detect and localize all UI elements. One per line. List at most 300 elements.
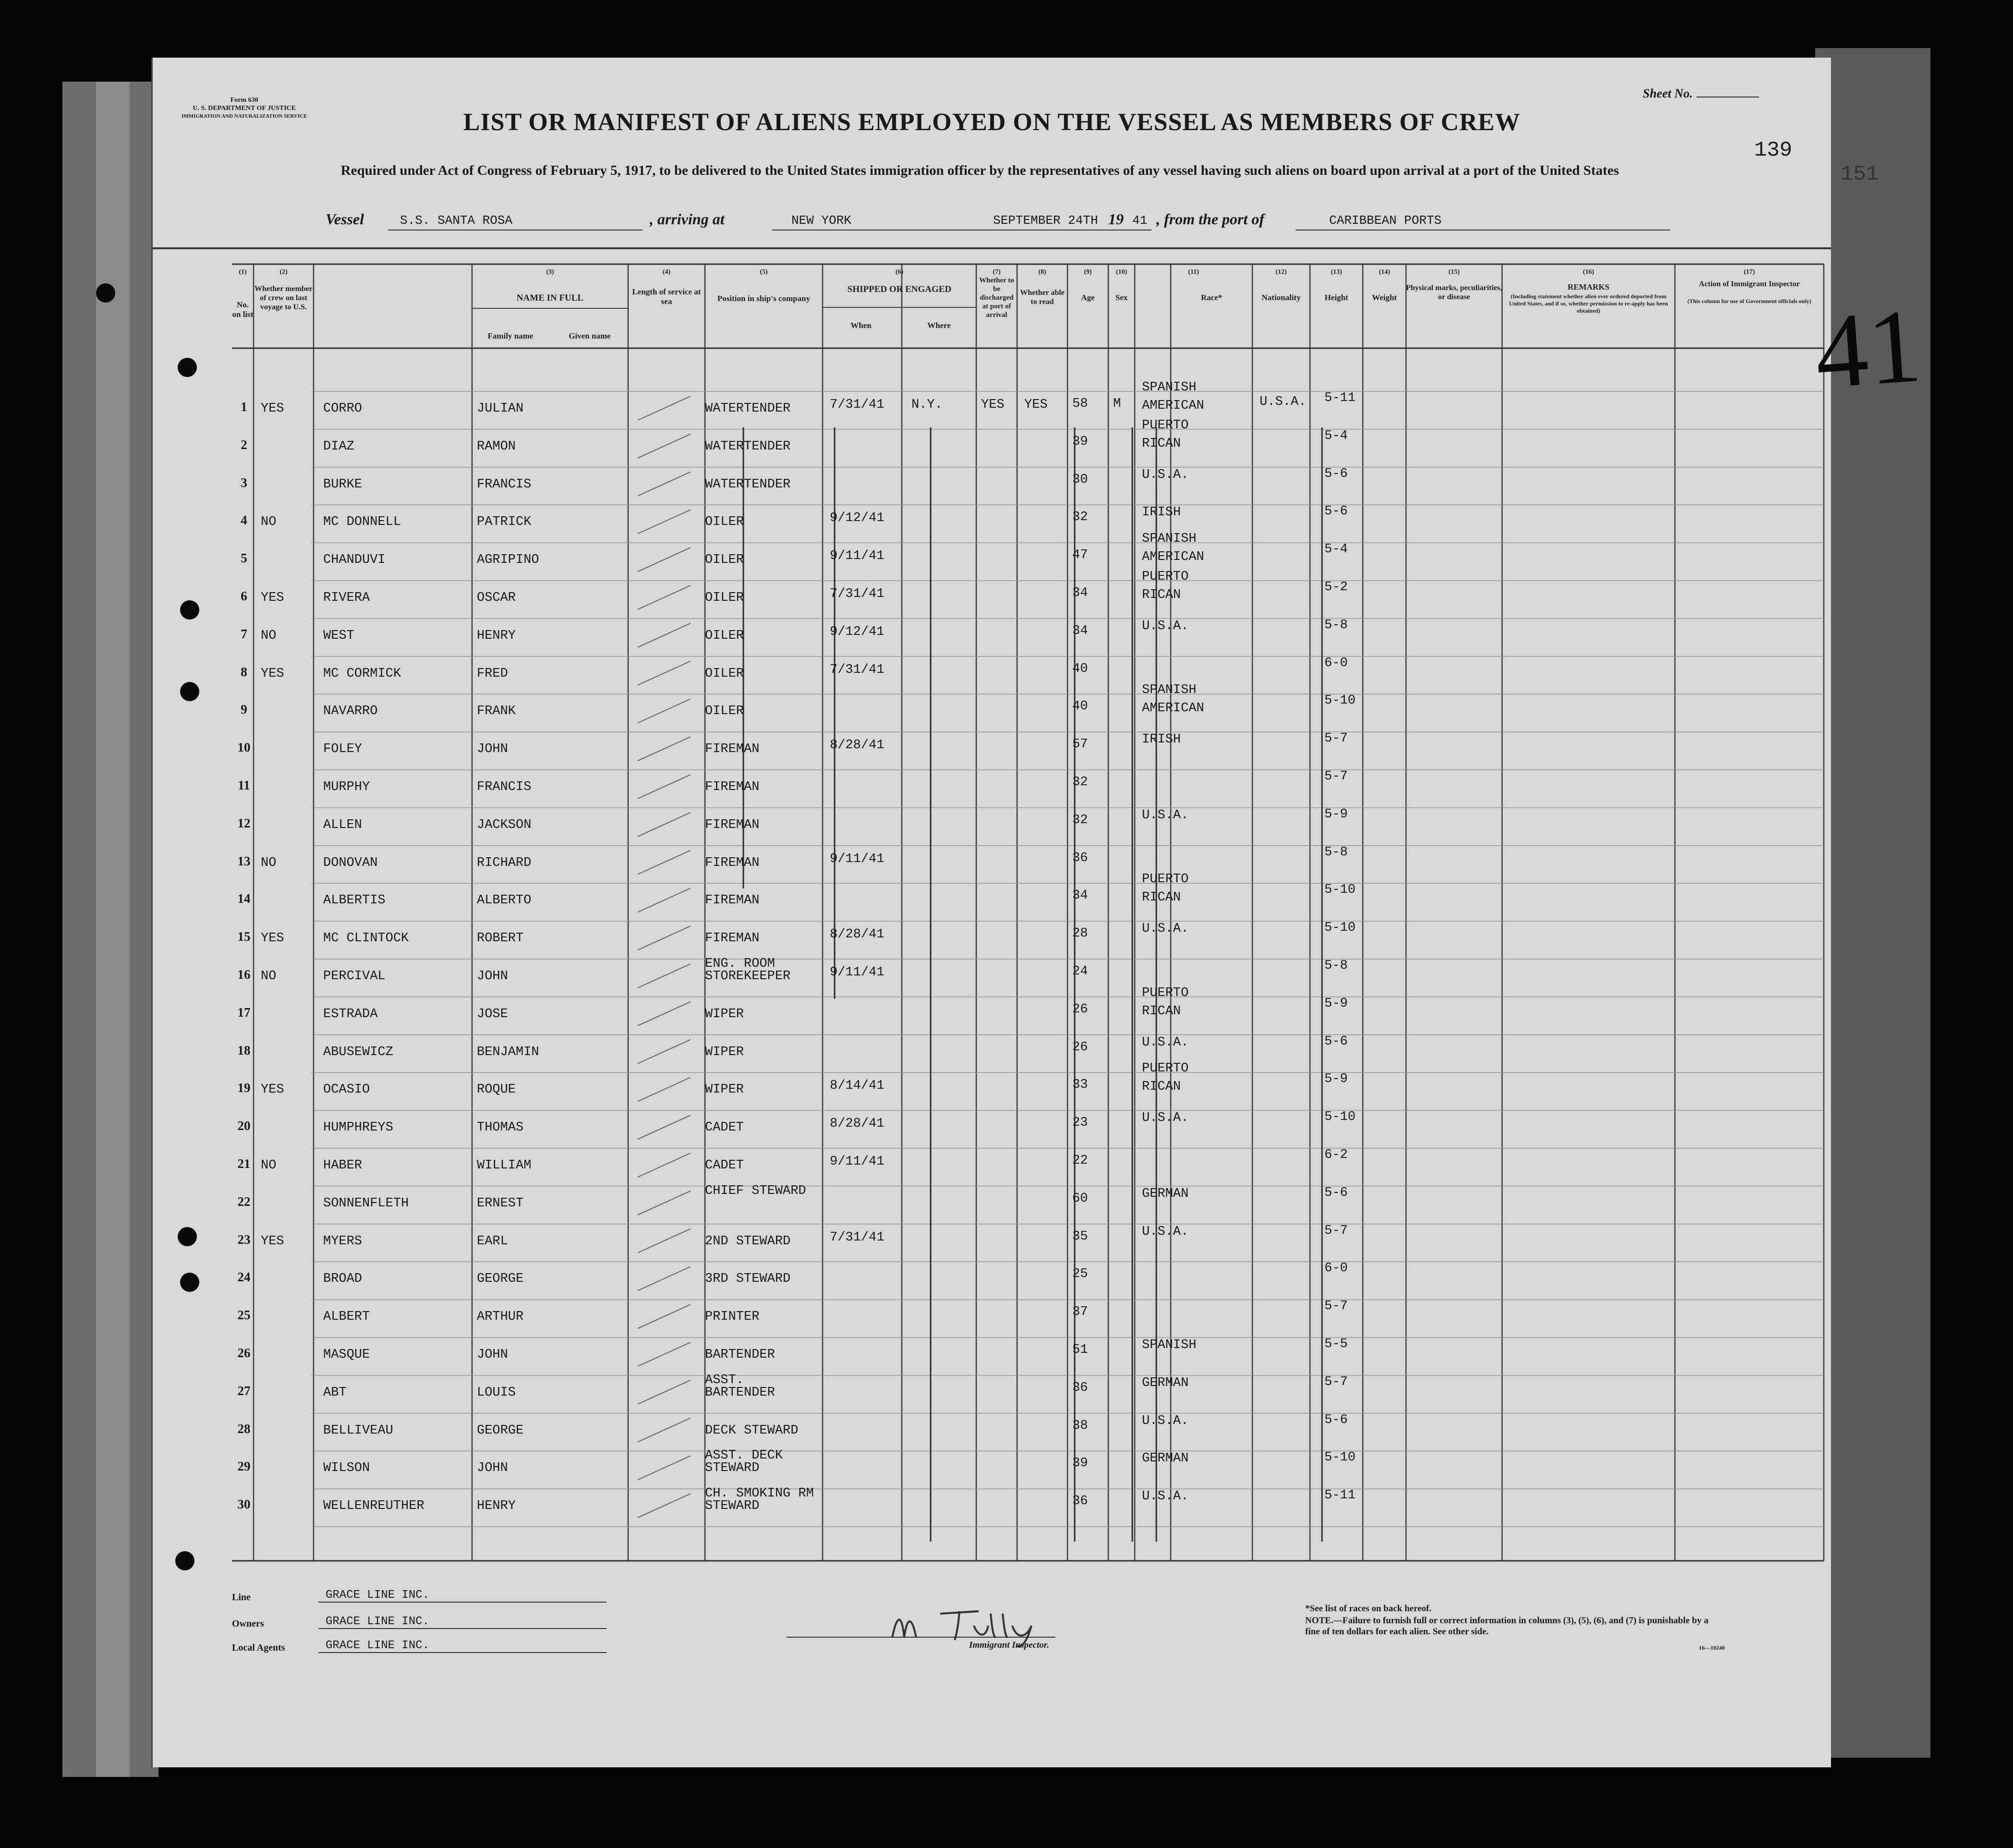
age-cell: 32 bbox=[1072, 813, 1088, 827]
height-cell: 5-7 bbox=[1324, 769, 1348, 784]
position-cell: CHIEF STEWARD bbox=[705, 1183, 806, 1198]
height-cell: 5-6 bbox=[1324, 1034, 1348, 1049]
given-name-cell: LOUIS bbox=[477, 1385, 516, 1400]
service-dash-mark bbox=[638, 1342, 691, 1366]
age-cell: 40 bbox=[1072, 699, 1088, 714]
vessel-label: Vessel bbox=[326, 210, 364, 228]
alt-page-number: 151 bbox=[1841, 162, 1879, 186]
column-header-c6b: Where bbox=[927, 321, 951, 330]
race-cell: U.S.A. bbox=[1142, 467, 1189, 482]
previous-voyage-cell: YES bbox=[261, 1082, 284, 1097]
height-cell: 5-5 bbox=[1324, 1337, 1348, 1351]
age-cell: 32 bbox=[1072, 775, 1088, 790]
service-dash-mark bbox=[638, 1002, 691, 1026]
given-name-cell: FRANCIS bbox=[477, 780, 532, 794]
column-header-c7-num: (7) bbox=[993, 268, 1001, 276]
race-cell: PUERTO RICAN bbox=[1142, 570, 1189, 602]
position-cell: DECK STEWARD bbox=[705, 1423, 799, 1438]
race-cell: U.S.A. bbox=[1142, 619, 1189, 633]
position-cell: FIREMAN bbox=[705, 742, 760, 757]
age-cell: 30 bbox=[1072, 472, 1088, 487]
given-name-cell: JOHN bbox=[477, 1461, 508, 1476]
shipped-when-cell: 7/31/41 bbox=[830, 662, 885, 677]
service-dash-mark bbox=[638, 661, 691, 685]
position-cell: ASST. BARTENDER bbox=[705, 1373, 775, 1400]
shipped-when-cell: 8/28/41 bbox=[830, 1117, 885, 1131]
punch-hole bbox=[180, 1273, 199, 1292]
given-name-cell: JOSE bbox=[477, 1007, 508, 1021]
margin-mark: 41 bbox=[1811, 286, 1925, 411]
position-cell: ASST. DECK STEWARD bbox=[705, 1448, 783, 1476]
family-name-cell: MURPHY bbox=[323, 780, 370, 794]
race-cell: SPANISH AMERICAN bbox=[1142, 532, 1204, 565]
service-dash-mark bbox=[638, 1494, 691, 1518]
race-cell: IRISH bbox=[1142, 732, 1181, 747]
age-cell: 51 bbox=[1072, 1343, 1088, 1357]
age-cell: 25 bbox=[1072, 1267, 1088, 1282]
previous-voyage-cell: YES bbox=[261, 401, 284, 416]
family-name-cell: BELLIVEAU bbox=[323, 1423, 393, 1438]
family-name-cell: BROAD bbox=[323, 1272, 363, 1287]
age-cell: 32 bbox=[1072, 510, 1088, 525]
row-number: 15 bbox=[237, 929, 251, 944]
family-name-cell: ALBERTIS bbox=[323, 893, 386, 908]
given-name-cell: PATRICK bbox=[477, 515, 532, 530]
column-header-c14: Weight bbox=[1372, 293, 1397, 302]
shipped-when-cell: 7/31/41 bbox=[830, 398, 885, 412]
age-cell: 58 bbox=[1072, 397, 1088, 411]
family-name-cell: FOLEY bbox=[323, 742, 363, 757]
print-code: 16—10240 bbox=[1699, 1644, 1725, 1651]
position-cell: OILER bbox=[705, 704, 744, 719]
given-name-cell: ROBERT bbox=[477, 931, 524, 946]
family-name-cell: MC CORMICK bbox=[323, 666, 401, 681]
position-cell: 2ND STEWARD bbox=[705, 1234, 791, 1249]
column-header-c16: REMARKS bbox=[1567, 282, 1610, 292]
race-cell: U.S.A. bbox=[1142, 1035, 1189, 1050]
position-cell: 3RD STEWARD bbox=[705, 1272, 791, 1287]
arrival-year: 41 bbox=[1132, 213, 1148, 228]
service-dash-mark bbox=[638, 1380, 691, 1404]
given-name-cell: JACKSON bbox=[477, 817, 532, 832]
column-header-c17b: (This column for use of Government officials only) bbox=[1687, 298, 1812, 304]
family-name-cell: SONNENFLETH bbox=[323, 1196, 409, 1211]
race-cell: U.S.A. bbox=[1142, 1413, 1189, 1428]
shipped-when-cell: 9/11/41 bbox=[830, 549, 885, 564]
position-cell: FIREMAN bbox=[705, 855, 760, 870]
family-name-cell: DIAZ bbox=[323, 439, 354, 454]
family-name-cell: CHANDUVI bbox=[323, 553, 386, 568]
row-number: 1 bbox=[241, 400, 247, 414]
vessel-name: S.S. SANTA ROSA bbox=[400, 213, 513, 228]
column-header-c13-num: (13) bbox=[1331, 268, 1342, 276]
family-name-cell: DONOVAN bbox=[323, 855, 378, 870]
position-cell: WATERTENDER bbox=[705, 439, 791, 454]
previous-voyage-cell: NO bbox=[261, 515, 277, 530]
given-name-cell: FRED bbox=[477, 666, 508, 681]
age-cell: 37 bbox=[1072, 1305, 1088, 1320]
service-dash-mark bbox=[638, 926, 691, 950]
family-name-cell: WELLENREUTHER bbox=[323, 1499, 424, 1514]
age-cell: 26 bbox=[1072, 1040, 1088, 1055]
row-number: 3 bbox=[241, 475, 247, 490]
row-number: 26 bbox=[237, 1346, 251, 1360]
position-cell: WIPER bbox=[705, 1007, 744, 1021]
arrival-date: SEPTEMBER 24TH bbox=[993, 213, 1098, 228]
position-cell: OILER bbox=[705, 553, 744, 568]
row-number: 2 bbox=[241, 437, 247, 452]
shipped-when-cell: 9/11/41 bbox=[830, 851, 885, 866]
arriving-label: , arriving at bbox=[650, 210, 725, 228]
race-cell: GERMAN bbox=[1142, 1375, 1189, 1390]
race-cell: PUERTO RICAN bbox=[1142, 1061, 1189, 1094]
height-cell: 5-10 bbox=[1324, 693, 1356, 708]
column-header-c10-num: (10) bbox=[1116, 268, 1128, 276]
punch-hole bbox=[178, 358, 197, 377]
height-cell: 6-0 bbox=[1324, 1261, 1348, 1276]
age-cell: 26 bbox=[1072, 1002, 1088, 1017]
height-cell: 5-8 bbox=[1324, 845, 1348, 860]
shipped-when-cell: 8/28/41 bbox=[830, 927, 885, 942]
given-name-cell: FRANK bbox=[477, 704, 516, 719]
height-cell: 5-6 bbox=[1324, 1412, 1348, 1427]
shipped-when-cell: 8/28/41 bbox=[830, 738, 885, 753]
race-cell: U.S.A. bbox=[1142, 1111, 1189, 1126]
family-name-cell: MASQUE bbox=[323, 1348, 370, 1362]
service-dash-mark bbox=[638, 623, 691, 647]
race-cell: GERMAN bbox=[1142, 1451, 1189, 1466]
height-cell: 5-8 bbox=[1324, 959, 1348, 973]
race-cell: SPANISH bbox=[1142, 1338, 1197, 1352]
height-cell: 5-6 bbox=[1324, 504, 1348, 519]
service-dash-mark bbox=[638, 888, 691, 912]
row-number: 10 bbox=[237, 740, 251, 755]
service-dash-mark bbox=[638, 1229, 691, 1253]
column-header-c3b: Given name bbox=[569, 331, 611, 340]
punch-hole bbox=[175, 1551, 194, 1570]
agents-value: GRACE LINE INC. bbox=[326, 1639, 430, 1652]
family-name-cell: ABT bbox=[323, 1385, 347, 1400]
previous-voyage-cell: YES bbox=[261, 1234, 284, 1249]
line-label: Line bbox=[232, 1592, 251, 1603]
column-header-c15-num: (15) bbox=[1448, 268, 1460, 276]
position-cell: FIREMAN bbox=[705, 817, 760, 832]
given-name-cell: HENRY bbox=[477, 628, 516, 643]
family-name-cell: MC CLINTOCK bbox=[323, 931, 409, 946]
given-name-cell: WILLIAM bbox=[477, 1158, 532, 1173]
row-number: 24 bbox=[237, 1270, 251, 1285]
given-name-cell: RICHARD bbox=[477, 855, 532, 870]
column-header-c3a: Family name bbox=[487, 331, 534, 340]
height-cell: 5-10 bbox=[1324, 1450, 1356, 1465]
service-dash-mark bbox=[638, 1418, 691, 1442]
able-to-read-cell: YES bbox=[1024, 398, 1048, 412]
race-cell: U.S.A. bbox=[1142, 922, 1189, 936]
owners-value: GRACE LINE INC. bbox=[326, 1615, 430, 1628]
row-number: 22 bbox=[237, 1194, 251, 1209]
row-number: 21 bbox=[237, 1156, 251, 1171]
row-number: 16 bbox=[237, 967, 251, 982]
height-cell: 5-9 bbox=[1324, 1072, 1348, 1087]
previous-voyage-cell: NO bbox=[261, 855, 277, 870]
age-cell: 34 bbox=[1072, 888, 1088, 903]
family-name-cell: MYERS bbox=[323, 1234, 363, 1249]
shipped-when-cell: 8/14/41 bbox=[830, 1079, 885, 1094]
position-cell: OILER bbox=[705, 591, 744, 605]
previous-voyage-cell: YES bbox=[261, 931, 284, 946]
race-cell: GERMAN bbox=[1142, 1186, 1189, 1201]
column-header-c14-num: (14) bbox=[1379, 268, 1390, 276]
family-name-cell: WILSON bbox=[323, 1461, 370, 1476]
race-cell: PUERTO RICAN bbox=[1142, 418, 1189, 451]
row-number: 23 bbox=[237, 1232, 251, 1247]
position-cell: FIREMAN bbox=[705, 780, 760, 794]
race-cell: U.S.A. bbox=[1142, 1489, 1189, 1504]
row-number: 11 bbox=[238, 778, 250, 792]
service-dash-mark bbox=[638, 585, 691, 609]
height-cell: 5-4 bbox=[1324, 428, 1348, 443]
height-cell: 5-11 bbox=[1324, 1488, 1356, 1503]
service-dash-mark bbox=[638, 1077, 691, 1101]
service-dash-mark bbox=[638, 434, 691, 458]
race-cell: SPANISH AMERICAN bbox=[1142, 683, 1204, 716]
service-dash-mark bbox=[638, 1304, 691, 1328]
column-header-c6a: When bbox=[850, 321, 872, 330]
height-cell: 5-11 bbox=[1324, 391, 1356, 405]
position-cell: WIPER bbox=[705, 1045, 744, 1059]
position-cell: CADET bbox=[705, 1120, 744, 1135]
family-name-cell: ABUSEWICZ bbox=[323, 1045, 393, 1059]
column-header-c5: Position in ship's company bbox=[717, 294, 811, 303]
height-cell: 5-9 bbox=[1324, 807, 1348, 822]
position-cell: FIREMAN bbox=[705, 893, 760, 908]
height-cell: 5-10 bbox=[1324, 883, 1356, 898]
column-header-c13: Height bbox=[1324, 293, 1348, 302]
race-cell: U.S.A. bbox=[1142, 808, 1189, 823]
family-name-cell: RIVERA bbox=[323, 591, 370, 605]
family-name-cell: HUMPHREYS bbox=[323, 1120, 393, 1135]
age-cell: 39 bbox=[1072, 434, 1088, 449]
column-header-c1-num: (1) bbox=[239, 268, 247, 276]
row-number: 28 bbox=[237, 1421, 251, 1436]
given-name-cell: FRANCIS bbox=[477, 477, 532, 492]
position-cell: WATERTENDER bbox=[705, 401, 791, 416]
column-header-c7: Whether to be discharged at port of arrival bbox=[979, 277, 1014, 319]
given-name-cell: JOHN bbox=[477, 969, 508, 984]
family-name-cell: ALLEN bbox=[323, 817, 363, 832]
row-number: 30 bbox=[237, 1497, 251, 1512]
age-cell: 47 bbox=[1072, 548, 1088, 563]
row-number: 19 bbox=[237, 1081, 251, 1095]
row-number: 20 bbox=[237, 1119, 251, 1133]
height-cell: 5-10 bbox=[1324, 921, 1356, 936]
row-number: 27 bbox=[237, 1383, 251, 1398]
column-header-c9-num: (9) bbox=[1084, 268, 1092, 276]
service-dash-mark bbox=[638, 1115, 691, 1139]
previous-voyage-cell: NO bbox=[261, 1158, 277, 1173]
discharged-cell: YES bbox=[981, 398, 1005, 412]
given-name-cell: JOHN bbox=[477, 1348, 508, 1362]
shipped-where-cell: N.Y. bbox=[911, 398, 943, 412]
column-header-c2: Whether member of crew on last voyage to U.S. bbox=[255, 285, 313, 311]
column-header-c11: Race* bbox=[1201, 293, 1223, 302]
age-cell: 34 bbox=[1072, 623, 1088, 638]
height-cell: 5-8 bbox=[1324, 618, 1348, 632]
height-cell: 5-7 bbox=[1324, 1374, 1348, 1389]
previous-voyage-cell: YES bbox=[261, 666, 284, 681]
sex-cell: M bbox=[1113, 397, 1121, 411]
height-cell: 5-6 bbox=[1324, 1185, 1348, 1200]
position-cell: WIPER bbox=[705, 1082, 744, 1097]
height-cell: 5-10 bbox=[1324, 1110, 1356, 1125]
given-name-cell: ARTHUR bbox=[477, 1310, 524, 1325]
column-header-c17: Action of Immigrant Inspector bbox=[1698, 280, 1800, 288]
column-header-c6-num: (6) bbox=[895, 268, 904, 276]
age-cell: 34 bbox=[1072, 586, 1088, 600]
shipped-when-cell: 7/31/41 bbox=[830, 587, 885, 601]
penalty-note: NOTE.—Failure to furnish full or correct information in columns (3), (5), (6), and (7) is punishable by a fine of ten dollars for each alien. See other side. bbox=[1305, 1616, 1709, 1637]
from-port-label: , from the port of bbox=[1156, 210, 1264, 228]
shipped-when-cell: 9/12/41 bbox=[830, 511, 885, 526]
given-name-cell: HENRY bbox=[477, 1499, 516, 1514]
position-cell: CADET bbox=[705, 1158, 744, 1173]
column-header-c11-num: (11) bbox=[1188, 268, 1199, 276]
column-header-c12-num: (12) bbox=[1275, 268, 1287, 276]
row-number: 8 bbox=[241, 664, 247, 679]
column-header-c4-num: (4) bbox=[662, 268, 671, 276]
row-number: 25 bbox=[237, 1308, 251, 1323]
service-dash-mark bbox=[638, 547, 691, 571]
height-cell: 6-2 bbox=[1324, 1148, 1348, 1162]
family-name-cell: OCASIO bbox=[323, 1082, 370, 1097]
row-number: 14 bbox=[237, 891, 251, 906]
row-number: 13 bbox=[237, 853, 251, 868]
owners-label: Owners bbox=[232, 1618, 264, 1629]
service-dash-mark bbox=[638, 775, 691, 799]
family-name-cell: HABER bbox=[323, 1158, 363, 1173]
given-name-cell: BENJAMIN bbox=[477, 1045, 539, 1059]
position-cell: PRINTER bbox=[705, 1310, 760, 1325]
race-cell: IRISH bbox=[1142, 505, 1181, 520]
service-dash-mark bbox=[638, 510, 691, 534]
row-number: 12 bbox=[237, 815, 251, 830]
column-header-c16b: (Including statement whether alien ever ordered deported from United States, and if so, whether permission to re-apply has been obtained) bbox=[1509, 293, 1668, 314]
column-header-c4: Length of service at sea bbox=[632, 287, 701, 306]
column-header-c5-num: (5) bbox=[760, 268, 768, 276]
service-dash-mark bbox=[638, 813, 691, 837]
family-name-cell: CORRO bbox=[323, 401, 363, 416]
arrival-port: NEW YORK bbox=[791, 213, 851, 228]
service-dash-mark bbox=[638, 699, 691, 723]
height-cell: 5-7 bbox=[1324, 1299, 1348, 1314]
column-header-c10: Sex bbox=[1115, 293, 1128, 302]
service-dash-mark bbox=[638, 737, 691, 761]
row-number: 17 bbox=[237, 1005, 251, 1020]
year-prefix: 19 bbox=[1108, 210, 1124, 228]
service-dash-mark bbox=[638, 396, 691, 420]
shipped-when-cell: 9/11/41 bbox=[830, 965, 885, 980]
punch-hole bbox=[180, 600, 199, 620]
age-cell: 36 bbox=[1072, 1380, 1088, 1395]
height-cell: 5-7 bbox=[1324, 731, 1348, 746]
punch-hole bbox=[96, 283, 115, 303]
binding-edge bbox=[96, 82, 130, 1777]
age-cell: 40 bbox=[1072, 661, 1088, 676]
row-number: 6 bbox=[241, 589, 247, 603]
position-cell: ENG. ROOM STOREKEEPER bbox=[705, 957, 791, 984]
given-name-cell: ALBERTO bbox=[477, 893, 532, 908]
age-cell: 33 bbox=[1072, 1078, 1088, 1093]
nationality-cell: U.S.A. bbox=[1260, 395, 1307, 409]
service-dash-mark bbox=[638, 1456, 691, 1480]
previous-voyage-cell: NO bbox=[261, 628, 277, 643]
height-cell: 5-6 bbox=[1324, 466, 1348, 481]
sheet-number-label: Sheet No. bbox=[1643, 86, 1693, 100]
stamped-page-number: 139 bbox=[1754, 138, 1793, 162]
column-header-c15: Physical marks, peculiarities, or disease bbox=[1406, 284, 1502, 301]
column-header-c1: No. on list bbox=[232, 300, 254, 319]
service-dash-mark bbox=[638, 1191, 691, 1215]
age-cell: 35 bbox=[1072, 1229, 1088, 1244]
row-number: 7 bbox=[241, 626, 247, 641]
row-number: 18 bbox=[237, 1043, 251, 1058]
service-name: IMMIGRATION AND NATURALIZATION SERVICE bbox=[182, 113, 307, 119]
family-name-cell: PERCIVAL bbox=[323, 969, 386, 984]
page-subtitle: Required under Act of Congress of February 5, 1917, to be delivered to the United States immigration officer by the representatives of any vessel having such aliens on board upon arrival at a port of the United States bbox=[340, 163, 1619, 178]
position-cell: OILER bbox=[705, 628, 744, 643]
age-cell: 22 bbox=[1072, 1154, 1088, 1168]
height-cell: 5-2 bbox=[1324, 580, 1348, 595]
age-cell: 39 bbox=[1072, 1456, 1088, 1471]
service-dash-mark bbox=[638, 1040, 691, 1064]
column-header-c8: Whether able to read bbox=[1020, 289, 1065, 306]
department-name: U. S. DEPARTMENT OF JUSTICE bbox=[193, 105, 296, 112]
family-name-cell: ALBERT bbox=[323, 1310, 370, 1325]
given-name-cell: ERNEST bbox=[477, 1196, 524, 1211]
height-cell: 5-4 bbox=[1324, 542, 1348, 557]
service-dash-mark bbox=[638, 472, 691, 496]
age-cell: 36 bbox=[1072, 1494, 1088, 1509]
previous-voyage-cell: YES bbox=[261, 591, 284, 605]
given-name-cell: GEORGE bbox=[477, 1272, 524, 1287]
column-header-c6: SHIPPED OR ENGAGED bbox=[847, 284, 952, 294]
column-header-c3: NAME IN FULL bbox=[516, 293, 584, 303]
column-header-c3-num: (3) bbox=[546, 268, 554, 276]
given-name-cell: AGRIPINO bbox=[477, 553, 539, 568]
service-dash-mark bbox=[638, 1153, 691, 1177]
age-cell: 38 bbox=[1072, 1418, 1088, 1433]
age-cell: 60 bbox=[1072, 1191, 1088, 1206]
given-name-cell: GEORGE bbox=[477, 1423, 524, 1438]
column-header-c2-num: (2) bbox=[279, 268, 288, 276]
family-name-cell: MC DONNELL bbox=[323, 515, 401, 530]
service-dash-mark bbox=[638, 1266, 691, 1290]
given-name-cell: THOMAS bbox=[477, 1120, 524, 1135]
column-header-c16-num: (16) bbox=[1583, 268, 1594, 276]
line-value: GRACE LINE INC. bbox=[326, 1589, 430, 1602]
inspector-label: Immigrant Inspector. bbox=[969, 1640, 1049, 1650]
race-cell: PUERTO RICAN bbox=[1142, 985, 1189, 1019]
height-cell: 5-9 bbox=[1324, 996, 1348, 1011]
position-cell: CH. SMOKING RM STEWARD bbox=[705, 1486, 814, 1514]
column-header-c17-num: (17) bbox=[1744, 268, 1755, 276]
races-note: *See list of races on back hereof. bbox=[1305, 1604, 1431, 1614]
row-number: 9 bbox=[241, 702, 247, 717]
family-name-cell: BURKE bbox=[323, 477, 363, 492]
race-cell: PUERTO RICAN bbox=[1142, 872, 1189, 905]
age-cell: 24 bbox=[1072, 964, 1088, 979]
height-cell: 6-0 bbox=[1324, 656, 1348, 670]
